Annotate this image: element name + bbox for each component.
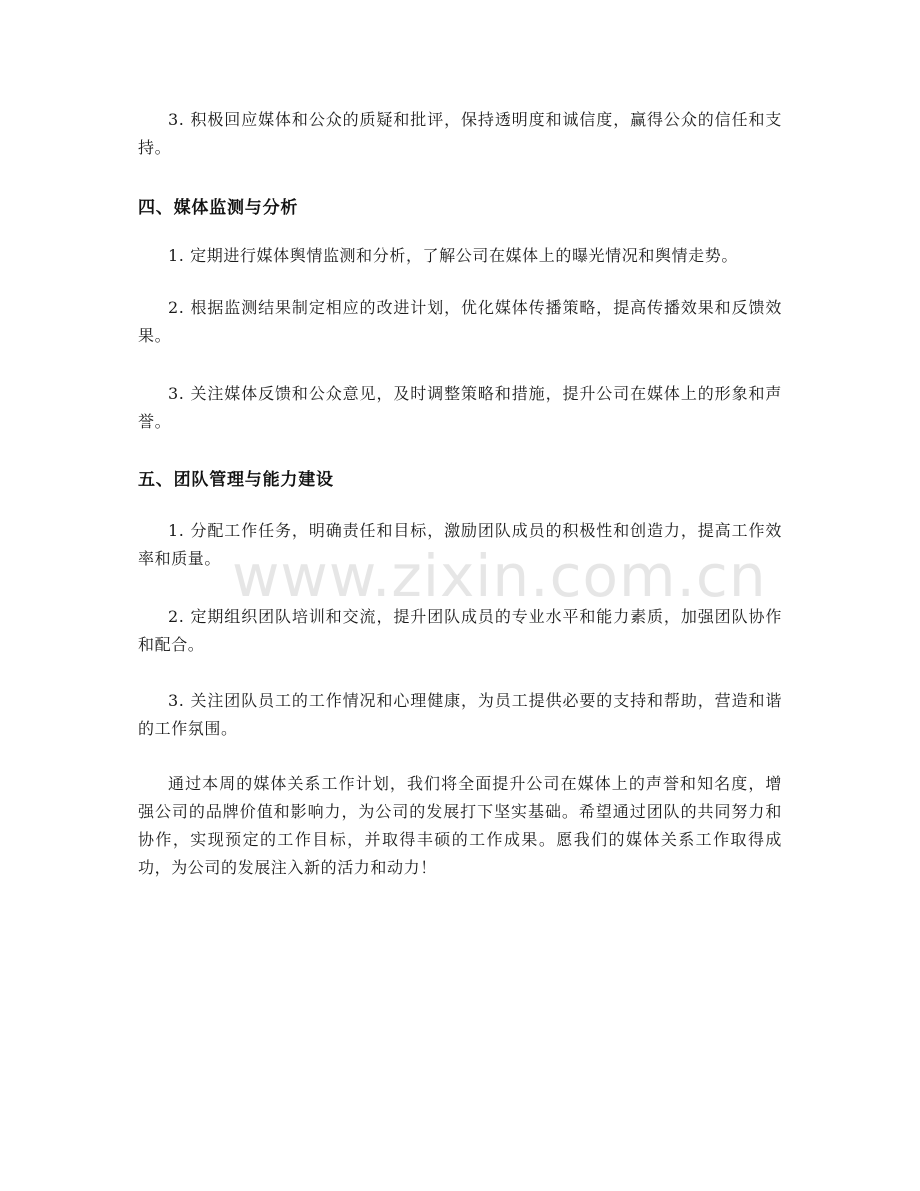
section4-item3: 3. 关注媒体反馈和公众意见，及时调整策略和措施，提升公司在媒体上的形象和声誉。: [138, 384, 782, 431]
section4-item1: 1. 定期进行媒体舆情监测和分析，了解公司在媒体上的曝光情况和舆情走势。: [168, 246, 738, 265]
section4-item2: 2. 根据监测结果制定相应的改进计划，优化媒体传播策略，提高传播效果和反馈效果。: [138, 298, 782, 345]
section3-item3: 3. 积极回应媒体和公众的质疑和批评，保持透明度和诚信度，赢得公众的信任和支持。: [138, 110, 782, 157]
watermark: www.zixin.com.cn: [232, 542, 767, 610]
conclusion-paragraph: 通过本周的媒体关系工作计划，我们将全面提升公司在媒体上的声誉和知名度，增强公司的品牌价值和影响力，为公司的发展打下坚实基础。希望通过团队的共同努力和协作，实现预定的工作目标，并取得丰硕的工作成果。愿我们的媒体关系工作取得成功，为公司的发展注入新的活力和动力！: [138, 774, 782, 877]
section5-heading: 五、团队管理与能力建设: [138, 470, 334, 490]
section4-heading: 四、媒体监测与分析: [138, 198, 299, 218]
section5-item2: 2. 定期组织团队培训和交流，提升团队成员的专业水平和能力素质，加强团队协作和配合。: [138, 607, 782, 654]
section5-item3: 3. 关注团队员工的工作情况和心理健康，为员工提供必要的支持和帮助，营造和谐的工作氛围。: [138, 691, 782, 738]
section5-item1: 1. 分配工作任务，明确责任和目标，激励团队成员的积极性和创造力，提高工作效率和质量。: [138, 521, 782, 568]
